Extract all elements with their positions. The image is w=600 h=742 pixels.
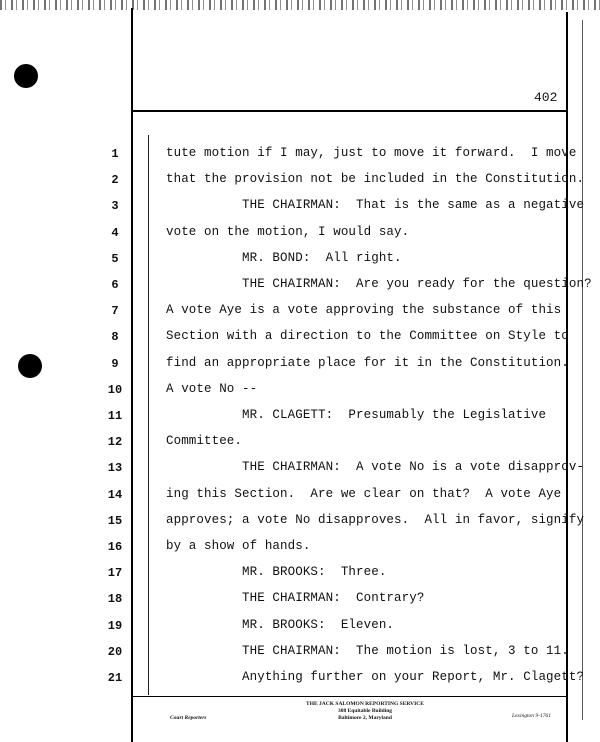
line-text: approves; a vote No disapproves. All in favor, signify (166, 513, 585, 527)
line-number: 3 (111, 199, 119, 213)
footer-building: 308 Equitable Building (337, 708, 393, 714)
footer-city: Baltimore 2, Maryland (338, 715, 392, 721)
line-text: tute motion if I may, just to move it forward. I move (166, 146, 577, 160)
left-inner-rule (148, 135, 149, 695)
line-number: 1 (111, 147, 119, 161)
line-number: 12 (107, 435, 123, 449)
line-text: MR. CLAGETT: Presumably the Legislative (166, 408, 547, 422)
line-number: 18 (107, 592, 123, 606)
line-text: A vote Aye is a vote approving the substance of this (166, 303, 562, 317)
line-text: Anything further on your Report, Mr. Clagett? (166, 670, 585, 684)
line-number: 6 (111, 278, 119, 292)
right-outer-rule (582, 20, 583, 720)
line-number: 16 (107, 540, 123, 554)
line-number: 7 (111, 304, 119, 318)
line-number: 15 (107, 514, 123, 528)
line-text: by a show of hands. (166, 539, 311, 553)
right-margin-rule (566, 12, 568, 742)
footer-rule (131, 696, 567, 697)
line-number: 14 (107, 488, 123, 502)
line-number: 17 (107, 566, 123, 580)
line-text: vote on the motion, I would say. (166, 225, 410, 239)
page-number: 402 (534, 90, 558, 105)
line-text: THE CHAIRMAN: That is the same as a negative (166, 198, 585, 212)
scan-artifact (0, 0, 600, 10)
footer-company: THE JACK SALOMON REPORTING SERVICE (306, 701, 424, 707)
line-text: MR. BOND: All right. (166, 251, 402, 265)
line-text: Committee. (166, 434, 243, 448)
footer-court-reporters: Court Reporters (170, 715, 207, 721)
line-text: THE CHAIRMAN: Are you ready for the question? (166, 277, 592, 291)
punch-hole-top (14, 64, 38, 88)
line-text: MR. BROOKS: Three. (166, 565, 387, 579)
line-number: 19 (107, 619, 123, 633)
line-number: 5 (111, 252, 119, 266)
line-number: 4 (111, 226, 119, 240)
line-text: ing this Section. Are we clear on that? A vote Aye (166, 487, 562, 501)
punch-hole-middle (18, 354, 42, 378)
line-number: 9 (111, 357, 119, 371)
line-text: MR. BROOKS: Eleven. (166, 618, 395, 632)
line-number: 8 (111, 330, 119, 344)
line-text: Section with a direction to the Committee on Style to (166, 329, 569, 343)
line-number: 20 (107, 645, 123, 659)
line-text: THE CHAIRMAN: Contrary? (166, 591, 425, 605)
footer-phone: Lexington 9-1761 (512, 713, 551, 719)
line-number: 13 (107, 461, 123, 475)
line-text: that the provision not be included in the Constitution. (166, 172, 585, 186)
line-text: THE CHAIRMAN: The motion is lost, 3 to 11. (166, 644, 569, 658)
line-number: 21 (107, 671, 123, 685)
line-number: 11 (107, 409, 123, 423)
line-number: 2 (111, 173, 119, 187)
footer-reporting-service (260, 701, 470, 722)
left-margin-rule (131, 8, 133, 742)
line-text: THE CHAIRMAN: A vote No is a vote disapprov- (166, 460, 585, 474)
line-number: 10 (107, 383, 123, 397)
line-text: A vote No -- (166, 382, 258, 396)
header-rule (131, 110, 567, 112)
line-text: find an appropriate place for it in the Constitution. (166, 356, 569, 370)
